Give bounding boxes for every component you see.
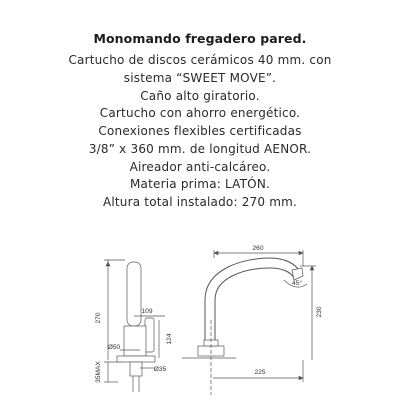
arrow-icon bbox=[106, 262, 110, 266]
dim-label-height: 270 bbox=[95, 312, 102, 324]
lever-handle bbox=[145, 318, 154, 352]
shank bbox=[130, 362, 142, 376]
spec-line: Caño alto giratorio. bbox=[140, 89, 260, 103]
arrow-icon bbox=[214, 251, 218, 255]
spec-line: Materia prima: LATÓN. bbox=[129, 177, 271, 191]
arrow-icon bbox=[299, 376, 303, 380]
dim-label-225: 225 bbox=[254, 369, 266, 376]
dim-label-diam35: Ø35 bbox=[153, 366, 167, 373]
spec-line: Cartucho de discos cerámicos 40 mm. con bbox=[68, 53, 332, 67]
spec-line: 3/8” x 360 mm. de longitud AENOR. bbox=[88, 142, 312, 156]
arrow-icon bbox=[299, 251, 303, 255]
spec-line: sistema “SWEET MOVE”. bbox=[123, 71, 277, 85]
dim-label-109: 109 bbox=[141, 308, 153, 315]
spout-tube-side bbox=[127, 262, 141, 326]
spec-line: Conexiones flexibles certificadas bbox=[98, 124, 302, 138]
dim-label-45: 45° bbox=[292, 280, 302, 287]
dim-label-230: 230 bbox=[316, 306, 323, 318]
spec-line: Altura total instalado: 270 mm. bbox=[102, 195, 298, 209]
dim-label-124: 124 bbox=[166, 333, 173, 345]
product-title: Monomando fregadero pared. bbox=[93, 31, 307, 46]
dim-label-diam50: Ø50 bbox=[107, 344, 121, 351]
faucet-body bbox=[124, 326, 146, 356]
faucet-base bbox=[117, 356, 155, 362]
dim-label-35max: 35MAX bbox=[95, 361, 102, 383]
spout-inner bbox=[215, 268, 294, 346]
dim-label-260: 260 bbox=[252, 245, 264, 252]
spec-line: Cartucho con ahorro energético. bbox=[99, 106, 301, 120]
arrow-icon bbox=[310, 266, 314, 270]
spec-line: Aireador anti-calcáreo. bbox=[129, 160, 271, 174]
aerator bbox=[292, 268, 303, 280]
